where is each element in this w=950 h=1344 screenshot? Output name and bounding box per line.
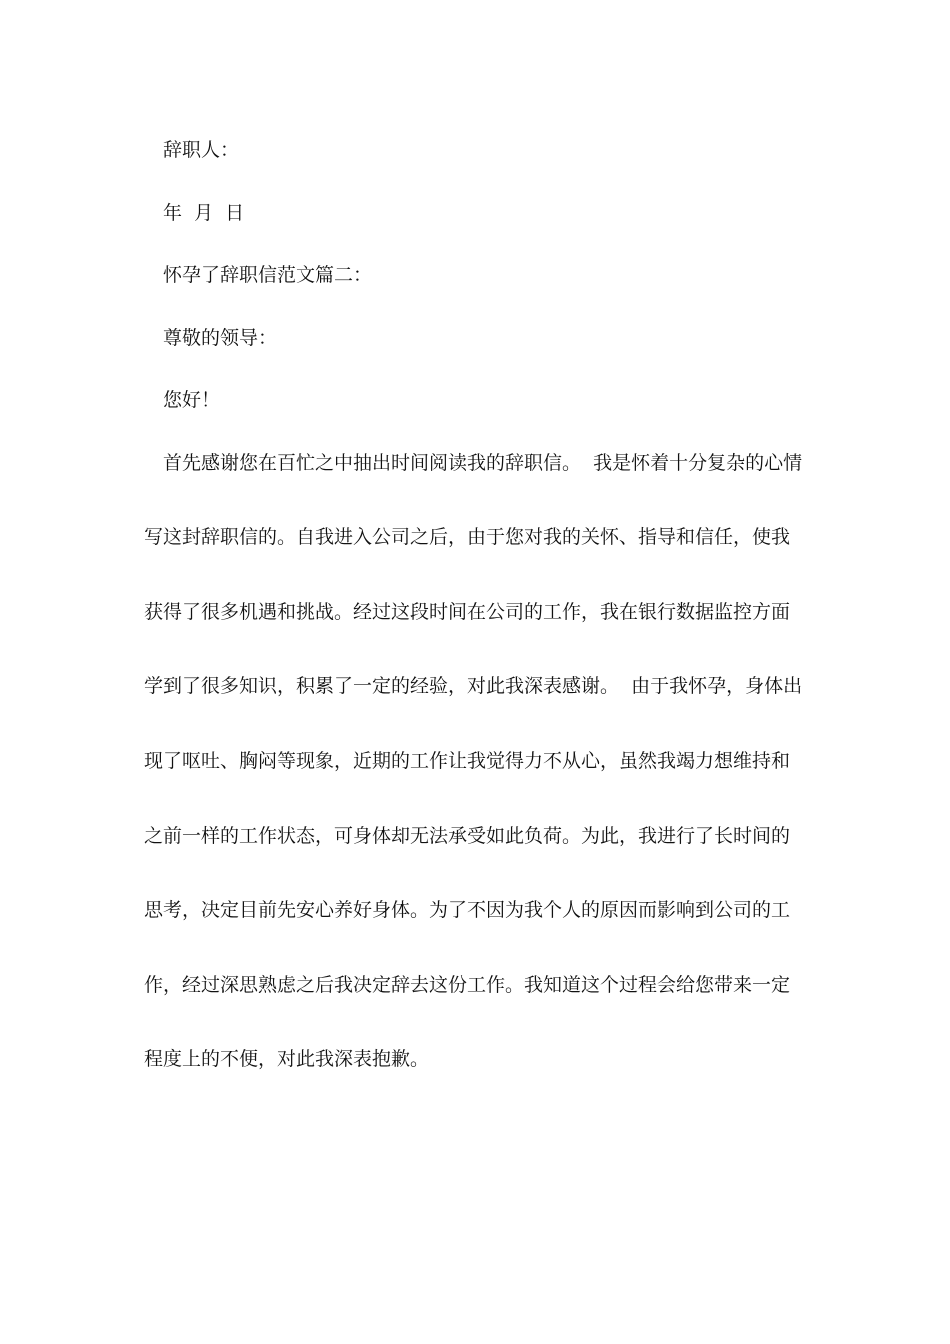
date-line: 年 月 日 bbox=[163, 202, 245, 224]
body-line: 写这封辞职信的。自我进入公司之后，由于您对我的关怀、指导和信任，使我 bbox=[144, 526, 791, 548]
body-line: 获得了很多机遇和挑战。经过这段时间在公司的工作，我在银行数据监控方面 bbox=[144, 601, 791, 623]
salutation: 尊敬的领导： bbox=[163, 327, 278, 349]
body-line: 之前一样的工作状态，可身体却无法承受如此负荷。为此，我进行了长时间的 bbox=[144, 825, 791, 847]
body-line: 现了呕吐、胸闷等现象，近期的工作让我觉得力不从心，虽然我竭力想维持和 bbox=[144, 750, 791, 772]
greeting: 您好！ bbox=[163, 389, 221, 411]
body-line: 思考，决定目前先安心养好身体。为了不因为我个人的原因而影响到公司的工 bbox=[144, 899, 791, 921]
section-heading: 怀孕了辞职信范文篇二： bbox=[163, 264, 373, 286]
body-line: 首先感谢您在百忙之中抽出时间阅读我的辞职信。 我是怀着十分复杂的心情 bbox=[163, 452, 803, 474]
body-line: 学到了很多知识，积累了一定的经验，对此我深表感谢。 由于我怀孕，身体出 bbox=[144, 675, 803, 697]
resigner-label: 辞职人： bbox=[163, 139, 240, 161]
body-line: 程度上的不便，对此我深表抱歉。 bbox=[144, 1048, 430, 1070]
body-line: 作，经过深思熟虑之后我决定辞去这份工作。我知道这个过程会给您带来一定 bbox=[144, 974, 791, 996]
